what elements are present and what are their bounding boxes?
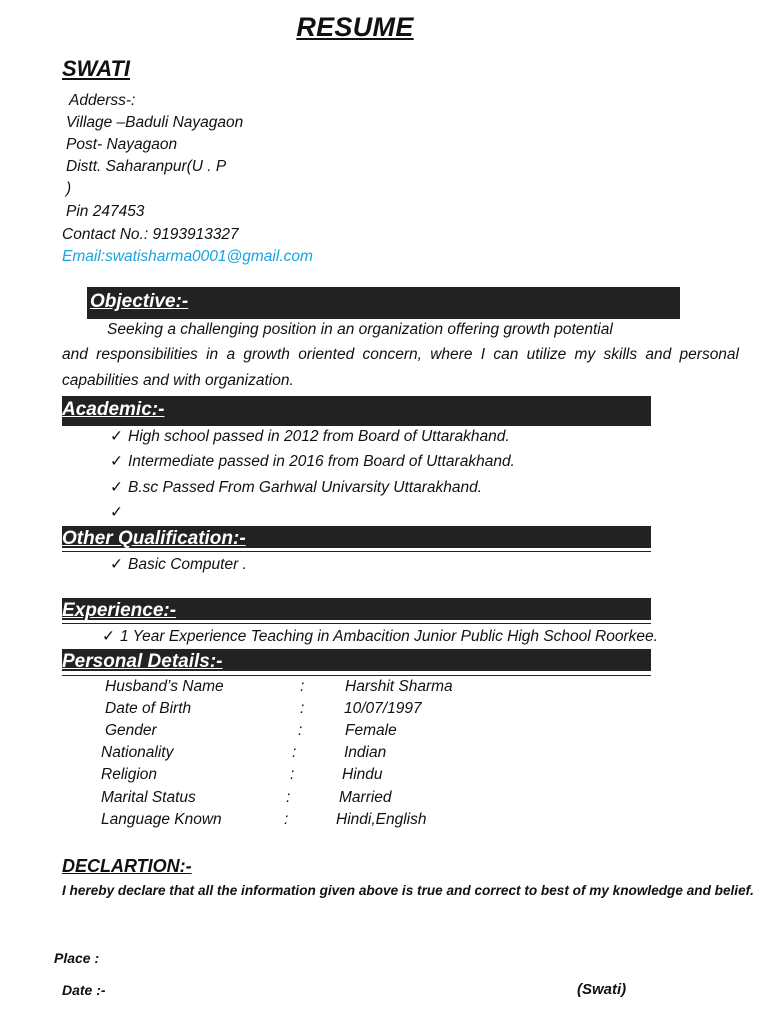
row-label: Date of Birth [105, 700, 192, 717]
row-label: Gender [105, 722, 157, 739]
address-pin: Pin 247453 [66, 203, 145, 220]
row-separator: : [298, 722, 303, 739]
academic-item-text: High school passed in 2012 from Board of Uttarakhand. [128, 428, 510, 445]
address-line-2: Post- Nayagaon [66, 136, 178, 153]
academic-item [110, 502, 128, 524]
contact-number: Contact No.: 9193913327 [62, 226, 239, 243]
email-link[interactable]: Email:swatisharma0001@gmail.com [62, 248, 313, 265]
academic-item [110, 426, 510, 448]
checkmark-icon: ✓ [110, 556, 123, 573]
row-value: Hindu [342, 766, 383, 783]
checkmark-icon: ✓ [110, 479, 123, 496]
row-label: Religion [101, 766, 158, 783]
declaration-text: I hereby declare that all the information given above is true and correct to best of my knowledge and belief. [62, 883, 754, 898]
address-line-1: Village –Baduli Nayagaon [66, 114, 244, 131]
row-separator: : [290, 766, 295, 783]
row-label: Husband’s Name [105, 678, 224, 695]
row-label: Marital Status [101, 789, 196, 806]
place-label: Place : [54, 950, 100, 966]
checkmark-icon: ✓ [110, 453, 123, 470]
signature: (Swati) [577, 981, 627, 998]
checkmark-icon: ✓ [110, 428, 123, 445]
address-label: Adderss-: [69, 92, 136, 109]
objective-line-2: and responsibilities in a growth oriented concern, where I can utilize my skills and personal [62, 346, 739, 363]
academic-item [110, 477, 482, 499]
other-qualification-heading: Other Qualification:- [62, 526, 651, 548]
heading-underline [62, 675, 651, 676]
declaration-heading: DECLARTION:- [62, 856, 192, 876]
address-line-4: ) [66, 180, 72, 197]
experience-item-text: 1 Year Experience Teaching in Ambacition Junior Public High School Roorkee. [120, 628, 658, 645]
row-value: Female [345, 722, 397, 739]
row-separator: : [300, 700, 305, 717]
objective-heading: Objective:- [87, 287, 680, 319]
experience-item [102, 626, 658, 648]
row-separator: : [292, 744, 297, 761]
checkmark-icon: ✓ [110, 504, 123, 521]
qualification-item [110, 554, 247, 576]
date-label: Date :- [62, 982, 106, 998]
row-separator: : [284, 811, 289, 828]
resume-title: RESUME [296, 12, 414, 42]
row-value: 10/07/1997 [344, 700, 422, 717]
row-value: Indian [344, 744, 387, 761]
personal-details-heading: Personal Details:- [62, 649, 651, 671]
row-separator: : [286, 789, 291, 806]
row-label: Nationality [101, 744, 174, 761]
heading-underline [62, 551, 651, 552]
qualification-item-text: Basic Computer . [128, 556, 247, 573]
row-value: Harshit Sharma [345, 678, 453, 695]
heading-underline [62, 623, 651, 624]
experience-heading: Experience:- [62, 598, 651, 620]
academic-item [110, 451, 515, 473]
checkmark-icon: ✓ [102, 628, 115, 645]
objective-line-1: Seeking a challenging position in an organization offering growth potential [107, 321, 613, 338]
address-line-3: Distt. Saharanpur(U . P [66, 158, 227, 175]
academic-heading: Academic:- [62, 396, 651, 426]
academic-item-text: Intermediate passed in 2016 from Board of Uttarakhand. [128, 453, 515, 470]
academic-item-text: B.sc Passed From Garhwal Univarsity Uttarakhand. [128, 479, 483, 496]
row-value: Married [339, 789, 392, 806]
row-value: Hindi,English [336, 811, 427, 828]
row-label: Language Known [101, 811, 222, 828]
candidate-name: SWATI [62, 56, 131, 81]
row-separator: : [300, 678, 305, 695]
objective-line-3: capabilities and with organization. [62, 372, 294, 389]
